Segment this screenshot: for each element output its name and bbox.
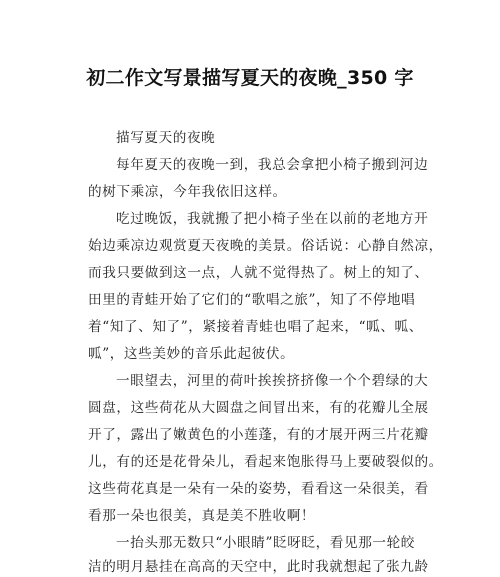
paragraph-line: 这些荷花真是一朵有一朵的姿势，看看这一朵很美，看 (88, 481, 429, 497)
paragraph-line: 而我只要做到这一点，人就不觉得热了。树上的知了、 (88, 265, 429, 281)
paragraph-line: 开了，露出了嫩黄色的小莲蓬，有的才展开两三片花瓣 (88, 427, 429, 443)
paragraph-line: 呱”，这些美妙的音乐此起彼伏。 (88, 346, 295, 362)
paragraph-line: 儿，有的还是花骨朵儿，看起来饱胀得马上要破裂似的。 (88, 454, 443, 470)
document-title: 初二作文写景描写夏天的夜晚_350 字 (86, 67, 414, 89)
paragraph-line: 吃过晚饭，我就搬了把小椅子坐在以前的老地方开 (116, 211, 429, 227)
paragraph-line: 洁的明月悬挂在高高的天空中，此时我就想起了张九龄 (88, 559, 429, 575)
paragraph-line: 田里的青蛙开始了它们的“歌唱之旅”，知了不停地唱 (88, 292, 416, 308)
paragraph-line: 的树下乘凉，今年我依旧这样。 (88, 184, 287, 200)
paragraph-line: 圆盘，这些荷花从大圆盘之间冒出来，有的花瓣儿全展 (88, 400, 429, 416)
section-heading: 描写夏天的夜晚 (116, 130, 216, 146)
paragraph-line: 一眼望去，河里的荷叶挨挨挤挤像一个个碧绿的大 (116, 373, 429, 389)
paragraph-line: 着“知了、知了”，紧接着青蛙也唱了起来，“呱、呱、 (88, 319, 423, 335)
paragraph-line: 始边乘凉边观赏夏天夜晚的美景。俗话说：心静自然凉， (88, 238, 443, 254)
paragraph-line: 一抬头那无数只“小眼睛”眨呀眨，看见那一轮皎 (116, 535, 415, 551)
paragraph-line: 每年夏天的夜晚一到，我总会拿把小椅子搬到河边 (116, 157, 429, 173)
paragraph-line: 看那一朵也很美，真是美不胜收啊！ (88, 508, 316, 524)
